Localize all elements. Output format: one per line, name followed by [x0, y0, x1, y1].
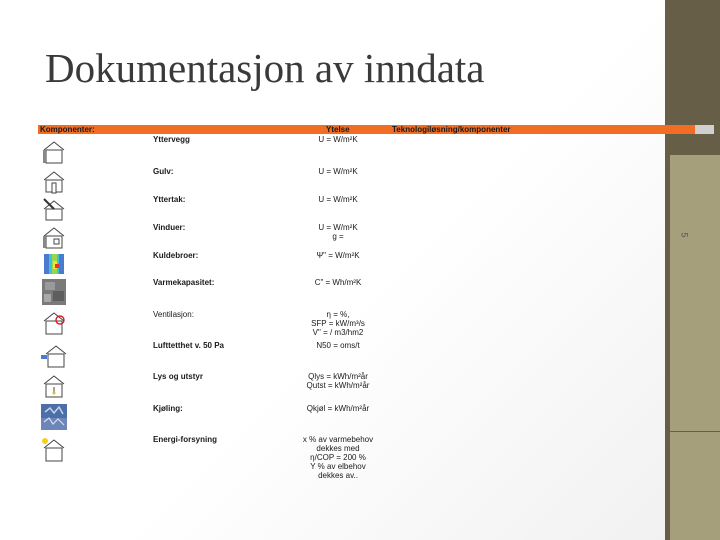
performance-value: x % av varmebehov dekkes med η/COP = 200 % Y % av elbehov dekkes av..: [302, 435, 374, 480]
cooling-icon: [41, 404, 67, 430]
thermal-mass-icon: [41, 279, 67, 305]
component-label: Kjøling:: [153, 404, 183, 413]
lighting-equipment-icon: [41, 373, 67, 399]
header-technology: Teknologiløsning/komponenter: [392, 125, 511, 134]
component-label: Gulv:: [153, 167, 174, 176]
header-components: Komponenter:: [40, 125, 95, 134]
component-label: Lufttetthet v. 50 Pa: [153, 341, 224, 350]
house-window-icon: [41, 225, 67, 251]
component-label: Kuldebroer:: [153, 251, 199, 260]
performance-value: Qkjøl = kWh/m²år: [306, 404, 370, 413]
performance-value: U = W/m²K g =: [318, 223, 358, 241]
performance-value: η = %, SFP = kW/m³/s V" = / m3/hm2: [311, 310, 365, 337]
performance-value: N50 = oms/t: [316, 341, 360, 350]
input-data-table: [38, 125, 714, 483]
thermal-bridge-icon: [41, 251, 67, 277]
table-header-bar: [38, 125, 714, 134]
house-floor-icon: [41, 169, 67, 195]
page-number: 5: [679, 232, 690, 238]
component-label: Ventilasjon:: [153, 310, 194, 319]
page-title: Dokumentasjon av inndata: [45, 45, 485, 91]
component-label: Lys og utstyr: [153, 372, 203, 381]
component-label: Yttervegg: [153, 135, 190, 144]
component-label: Energi-forsyning: [153, 435, 218, 444]
airtightness-icon: [41, 343, 67, 369]
performance-value: Ψ" = W/m²K: [316, 251, 360, 260]
component-label: Varmekapasitet:: [153, 278, 215, 287]
performance-value: U = W/m²K: [318, 195, 358, 204]
house-wall-icon: [41, 139, 67, 165]
performance-value: U = W/m²K: [318, 167, 358, 176]
performance-value: Qlys = kWh/m²år Qutst = kWh/m²år: [306, 372, 370, 390]
performance-value: C" = Wh/m²K: [314, 278, 362, 287]
header-performance: Ytelse: [326, 125, 350, 134]
energy-supply-icon: [41, 437, 67, 463]
house-roof-icon: [41, 197, 67, 223]
component-label: Yttertak:: [153, 195, 186, 204]
component-label: Vinduer:: [153, 223, 186, 232]
performance-value: U = W/m²K: [318, 135, 358, 144]
ventilation-icon: [41, 310, 67, 336]
